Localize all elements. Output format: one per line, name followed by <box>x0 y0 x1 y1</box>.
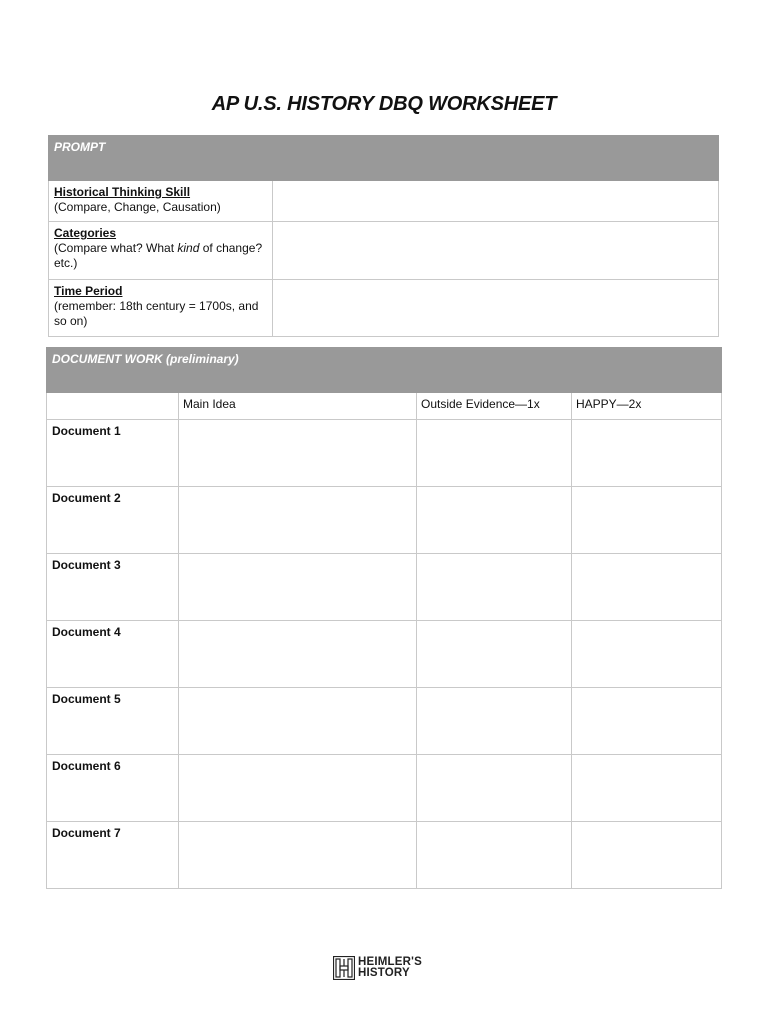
heimlers-history-logo-icon <box>333 956 355 980</box>
document-label: Document 2 <box>47 487 179 554</box>
skill-label: Historical Thinking Skill <box>54 185 191 199</box>
document-header-row <box>47 348 722 393</box>
page-title: AP U.S. HISTORY DBQ WORKSHEET <box>211 93 557 115</box>
document-row <box>47 688 722 755</box>
outside-evidence-cell[interactable] <box>417 554 572 621</box>
document-label: Document 1 <box>47 420 179 487</box>
outside-evidence-cell[interactable] <box>417 420 572 487</box>
skill-hint: (Compare, Change, Causation) <box>54 200 221 214</box>
categories-hint-pre: (Compare what? What <box>54 241 178 255</box>
column-header-main-idea: Main Idea <box>179 393 417 420</box>
categories-answer-cell[interactable] <box>273 222 719 280</box>
document-row <box>47 420 722 487</box>
main-idea-cell[interactable] <box>179 554 417 621</box>
document-header: DOCUMENT WORK (preliminary) <box>47 348 722 393</box>
document-label: Document 7 <box>47 822 179 889</box>
logo-line-2: HISTORY <box>358 967 410 979</box>
prompt-row-categories <box>49 222 719 280</box>
outside-evidence-cell[interactable] <box>417 755 572 822</box>
outside-evidence-cell[interactable] <box>417 688 572 755</box>
prompt-row-period <box>49 280 719 337</box>
period-label: Time Period <box>54 284 123 298</box>
happy-cell[interactable] <box>572 621 722 688</box>
happy-cell[interactable] <box>572 688 722 755</box>
prompt-label-cell <box>49 181 273 222</box>
happy-cell[interactable] <box>572 755 722 822</box>
prompt-row-skill <box>49 181 719 222</box>
document-row <box>47 487 722 554</box>
document-table <box>46 347 722 889</box>
main-idea-cell[interactable] <box>179 688 417 755</box>
prompt-header-row <box>49 136 719 181</box>
document-label: Document 6 <box>47 755 179 822</box>
prompt-label-cell <box>49 280 273 337</box>
main-idea-cell[interactable] <box>179 487 417 554</box>
period-hint: (remember: 18th century = 1700s, and so on) <box>54 299 259 328</box>
happy-cell[interactable] <box>572 487 722 554</box>
skill-answer-cell[interactable] <box>273 181 719 222</box>
happy-cell[interactable] <box>572 420 722 487</box>
prompt-table <box>48 135 719 337</box>
period-answer-cell[interactable] <box>273 280 719 337</box>
happy-cell[interactable] <box>572 822 722 889</box>
document-row <box>47 621 722 688</box>
logo-wordmark <box>358 957 422 979</box>
document-row <box>47 755 722 822</box>
main-idea-cell[interactable] <box>179 755 417 822</box>
outside-evidence-cell[interactable] <box>417 621 572 688</box>
main-idea-cell[interactable] <box>179 420 417 487</box>
prompt-label-cell <box>49 222 273 280</box>
document-label: Document 3 <box>47 554 179 621</box>
happy-cell[interactable] <box>572 554 722 621</box>
document-row <box>47 822 722 889</box>
document-label: Document 4 <box>47 621 179 688</box>
column-header-blank <box>47 393 179 420</box>
categories-hint <box>54 241 267 271</box>
categories-label: Categories <box>54 226 117 240</box>
main-idea-cell[interactable] <box>179 822 417 889</box>
column-header-happy: HAPPY—2x <box>572 393 722 420</box>
main-idea-cell[interactable] <box>179 621 417 688</box>
outside-evidence-cell[interactable] <box>417 487 572 554</box>
column-header-row <box>47 393 722 420</box>
outside-evidence-cell[interactable] <box>417 822 572 889</box>
categories-hint-post: of change? etc.) <box>54 241 263 270</box>
document-row <box>47 554 722 621</box>
categories-hint-emphasis: kind <box>177 241 200 255</box>
prompt-header: PROMPT <box>49 136 719 181</box>
heimlers-history-logo <box>333 955 422 981</box>
document-label: Document 5 <box>47 688 179 755</box>
column-header-outside-evidence: Outside Evidence—1x <box>417 393 572 420</box>
logo-line-1: HEIMLER'S <box>358 956 422 968</box>
